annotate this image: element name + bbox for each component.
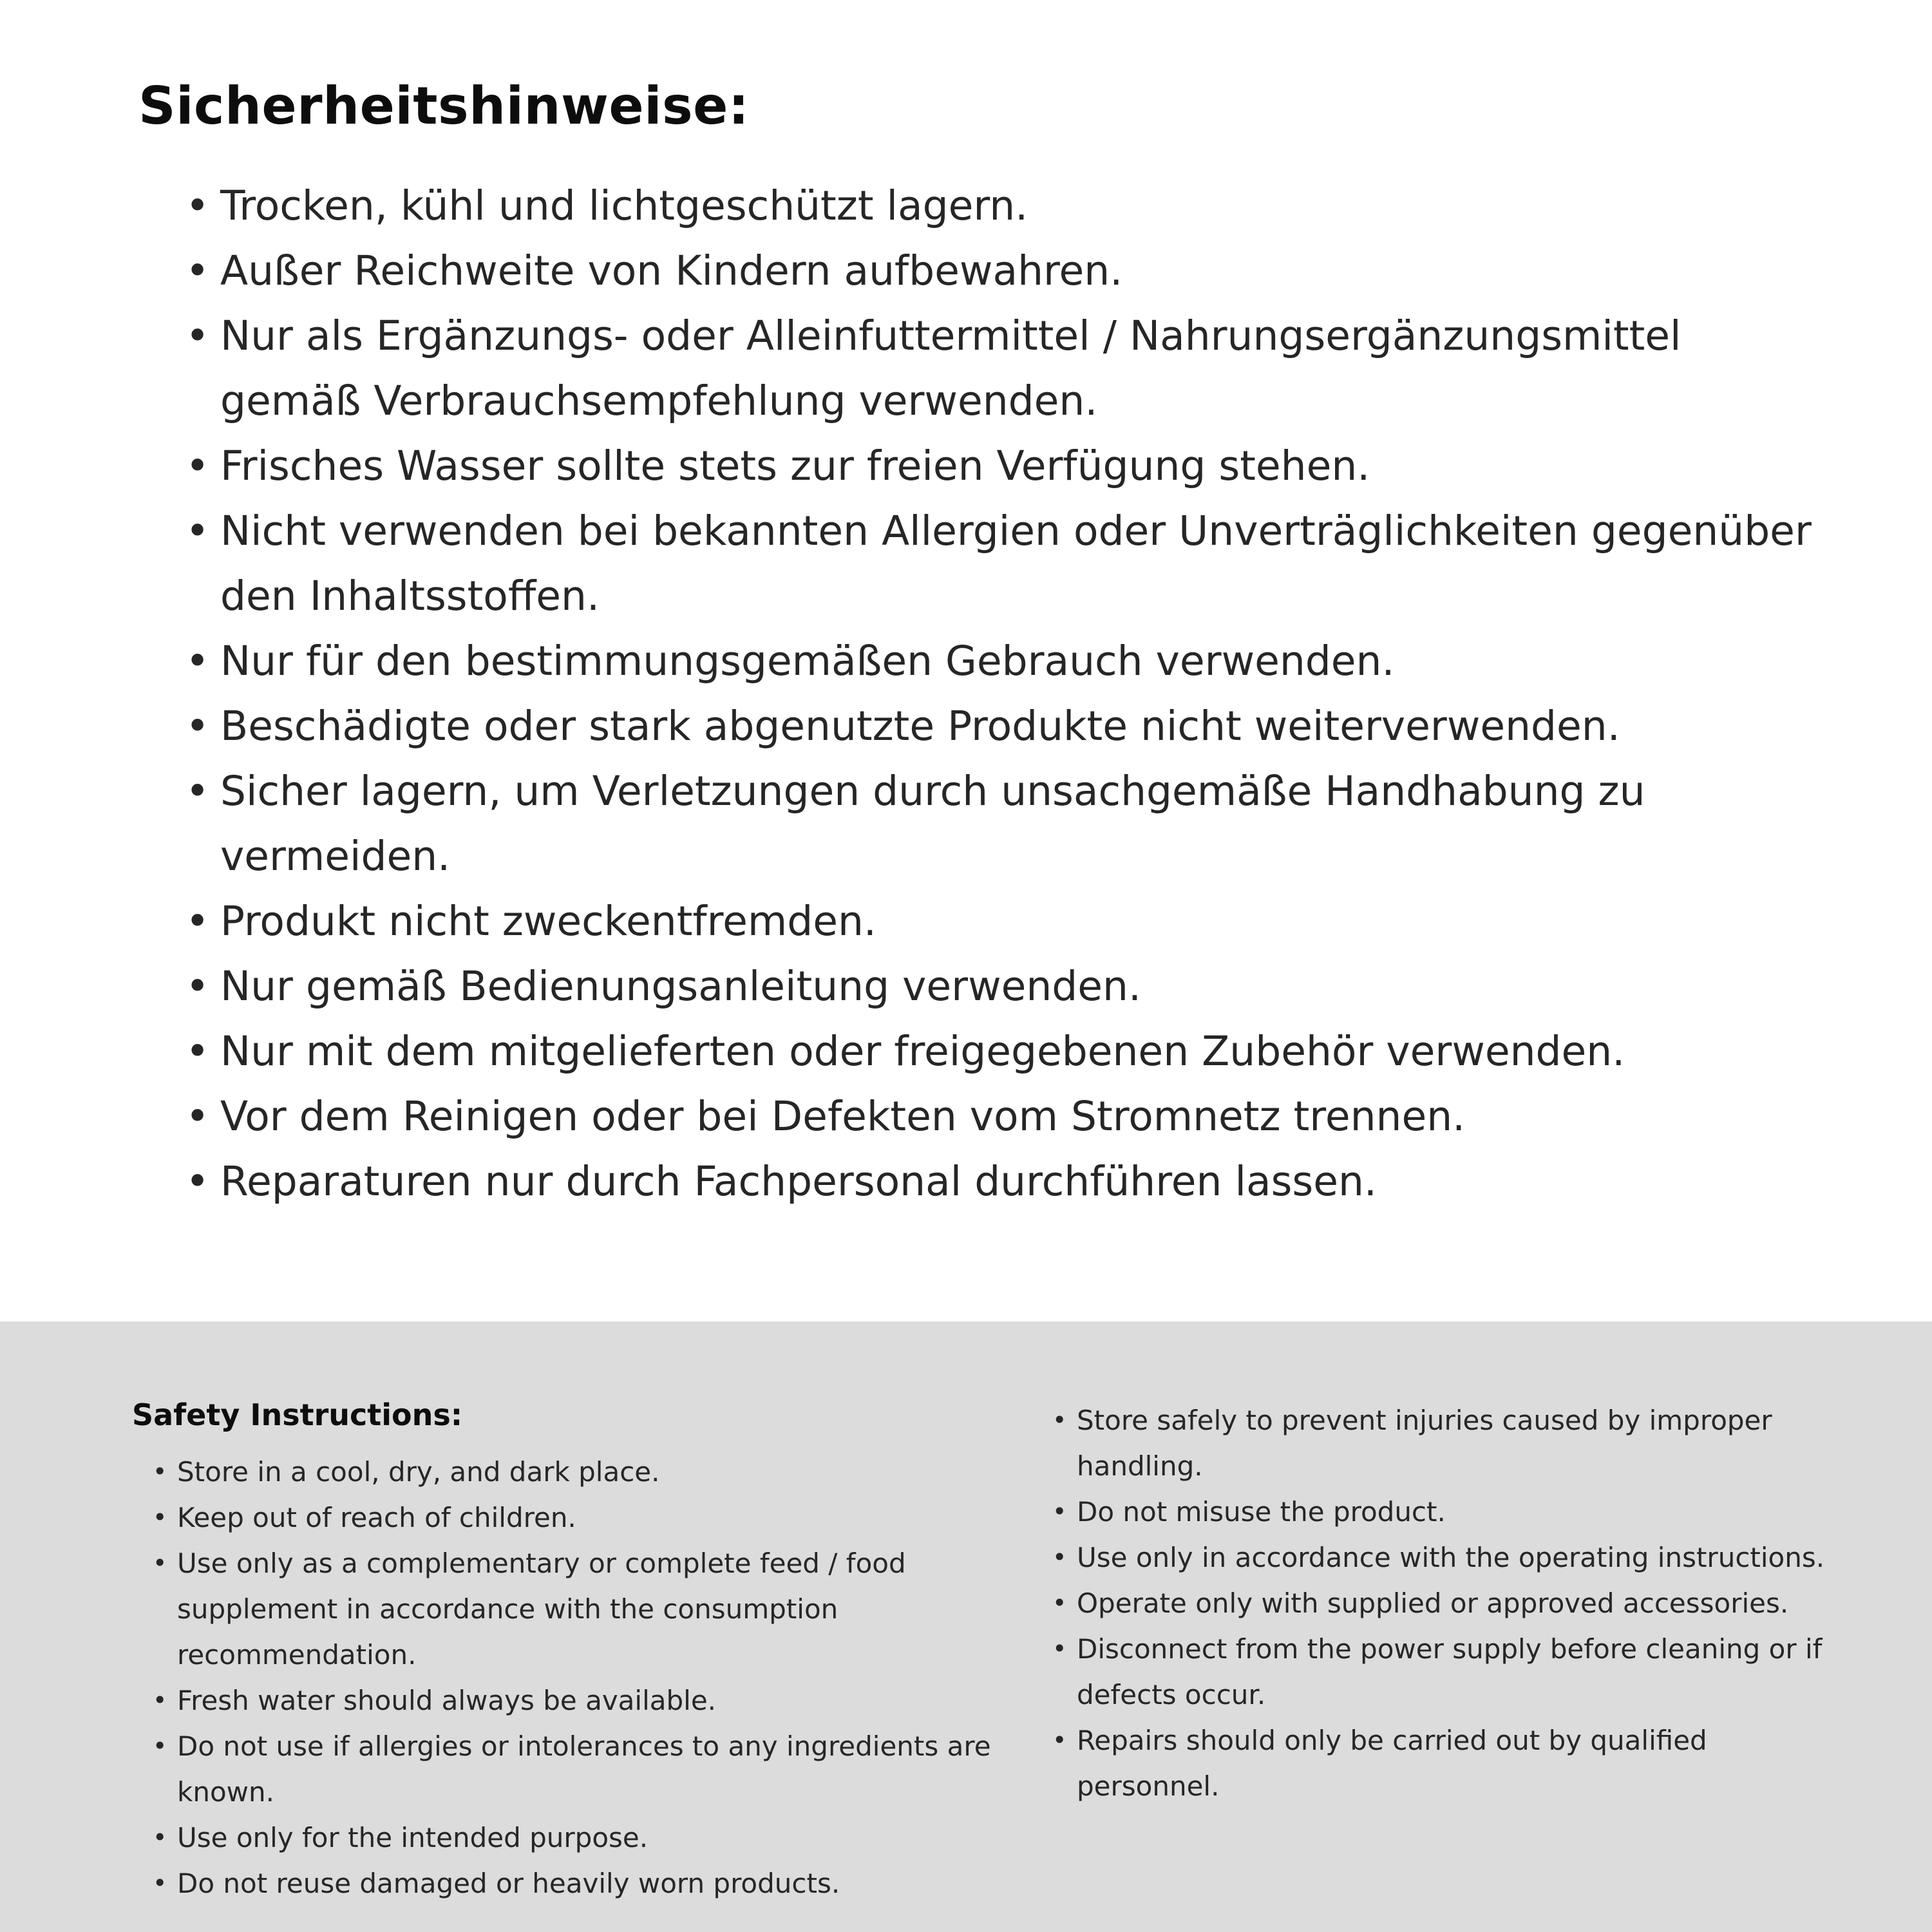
list-item: • Nicht verwenden bei bekannten Allergien oder Unverträglichkeiten gegenüber den Inhaltsstoffen. — [180, 498, 1829, 629]
list-item: • Frisches Wasser sollte stets zur freien Verfügung stehen. — [180, 433, 1829, 498]
list-item: • Disconnect from the power supply before cleaning or if defects occur. — [1050, 1626, 1842, 1718]
list-item: • Keep out of reach of children. — [150, 1495, 998, 1540]
list-item: • Vor dem Reinigen oder bei Defekten vom Stromnetz trennen. — [180, 1084, 1829, 1149]
list-item: • Do not use if allergies or intolerances to any ingredients are known. — [150, 1723, 998, 1815]
english-left-column — [132, 1397, 998, 1932]
list-item: • Do not misuse the product. — [1050, 1489, 1842, 1535]
english-safety-list-right — [1050, 1397, 1842, 1809]
english-right-column — [1050, 1397, 1842, 1932]
list-item: • Außer Reichweite von Kindern aufbewahren. — [180, 238, 1829, 303]
list-item: • Repairs should only be carried out by qualified personnel. — [1050, 1718, 1842, 1809]
list-item: • Nur gemäß Bedienungsanleitung verwenden. — [180, 954, 1829, 1019]
list-item: • Use only for the intended purpose. — [150, 1815, 998, 1861]
list-item: • Do not reuse damaged or heavily worn products. — [150, 1861, 998, 1906]
english-section — [0, 1321, 1932, 1932]
german-title: Sicherheitshinweise: — [138, 76, 750, 136]
english-safety-list-left — [150, 1449, 998, 1906]
list-item: • Store safely to prevent injuries caused by improper handling. — [1050, 1397, 1842, 1489]
list-item: • Trocken, kühl und lichtgeschützt lagern. — [180, 173, 1829, 238]
list-item: • Use only as a complementary or complete feed / food supplement in accordance with the consumption recommendation. — [150, 1540, 998, 1678]
list-item: • Store in a cool, dry, and dark place. — [150, 1449, 998, 1495]
list-item: • Nur mit dem mitgelieferten oder freigegebenen Zubehör verwenden. — [180, 1019, 1829, 1084]
english-title: Safety Instructions: — [132, 1397, 463, 1432]
list-item: • Operate only with supplied or approved accessories. — [1050, 1580, 1842, 1626]
list-item: • Nur als Ergänzungs- oder Alleinfuttermittel / Nahrungsergänzungsmittel gemäß Verbrauchsempfehlung verwenden. — [180, 303, 1829, 433]
list-item: • Produkt nicht zweckentfremden. — [180, 889, 1829, 954]
list-item: • Beschädigte oder stark abgenutzte Produkte nicht weiterverwenden. — [180, 694, 1829, 759]
german-safety-list — [180, 173, 1829, 1214]
list-item: • Reparaturen nur durch Fachpersonal durchführen lassen. — [180, 1149, 1829, 1214]
list-item: • Nur für den bestimmungsgemäßen Gebrauch verwenden. — [180, 629, 1829, 694]
list-item: • Sicher lagern, um Verletzungen durch unsachgemäße Handhabung zu vermeiden. — [180, 759, 1829, 889]
list-item: • Use only in accordance with the operating instructions. — [1050, 1535, 1842, 1580]
list-item: • Fresh water should always be available. — [150, 1678, 998, 1723]
